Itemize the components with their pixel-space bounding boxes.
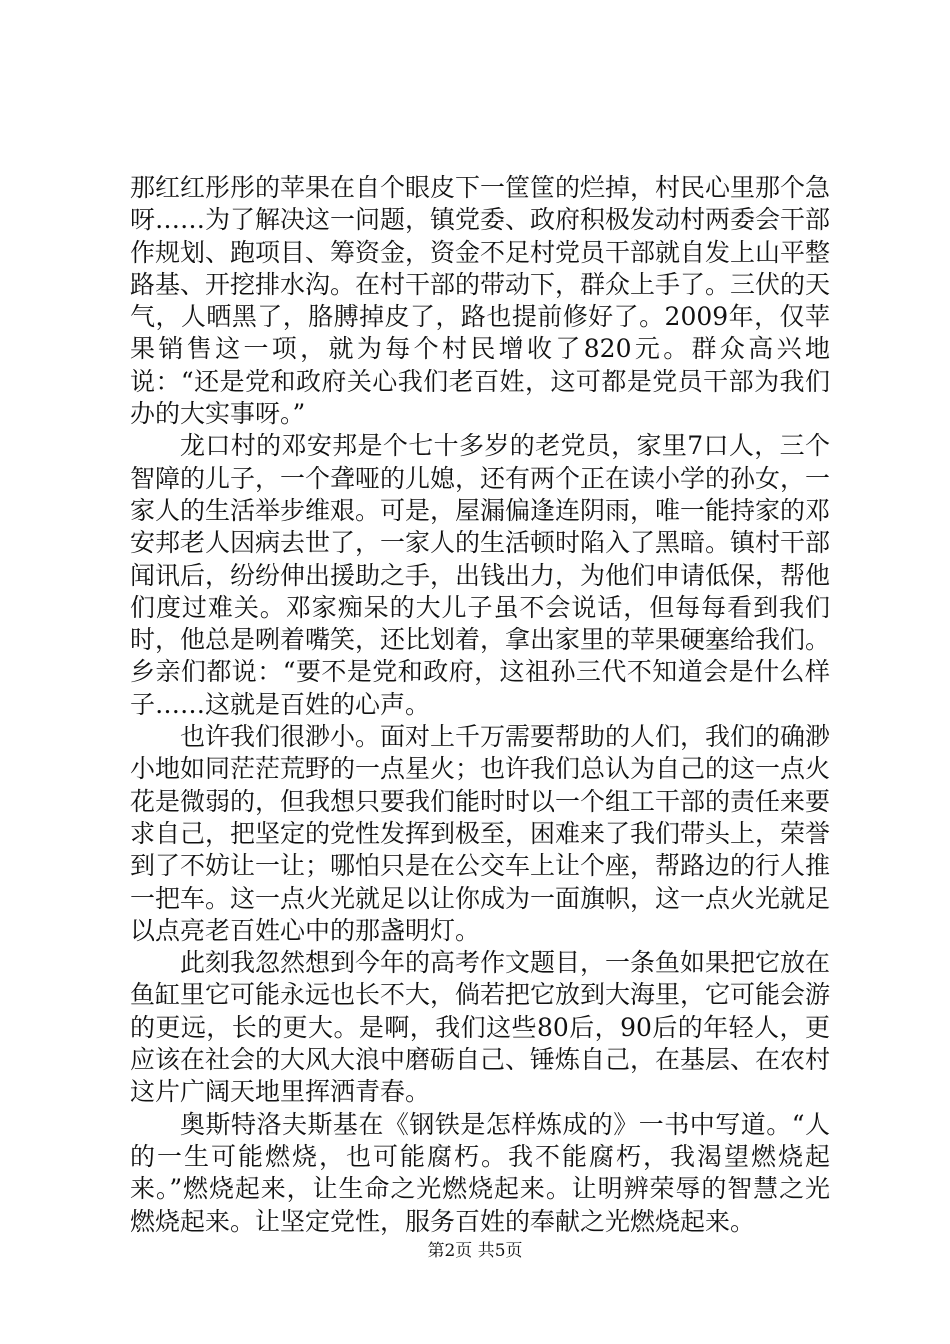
paragraph-1: 那红红彤彤的苹果在自个眼皮下一筐筐的烂掉，村民心里那个急呀……为了解决这一问题，镇党委、政府积极发动村两委会干部作规划、跑项目、筹资金，资金不足村党员干部就自发上山平整路基、开挖排水沟。在村干部的带动下，群众上手了。三伏的天气，人晒黑了，胳膊掉皮了，路也提前修好了。2009年，仅苹果销售这一项，就为每个村民增收了820元。群众高兴地说：“还是党和政府关心我们老百姓，这可都是党员干部为我们办的大实事呀。” (130, 173, 831, 429)
paragraph-2: 龙口村的邓安邦是个七十多岁的老党员，家里7口人，三个智障的儿子，一个聋哑的儿媳，还有两个正在读小学的孙女，一家人的生活举步维艰。可是，屋漏偏逢连阴雨，唯一能持家的邓安邦老人因病去世了，一家人的生活顿时陷入了黑暗。镇村干部闻讯后，纷纷伸出援助之手，出钱出力，为他们申请低保，帮他们度过难关。邓家痴呆的大儿子虽不会说话，但每每看到我们时，他总是咧着嘴笑，还比划着，拿出家里的苹果硬塞给我们。乡亲们都说：“要不是党和政府，这祖孙三代不知道会是什么样子……这就是百姓的心声。 (130, 431, 831, 719)
document-body (130, 172, 830, 1238)
paragraph-3: 也许我们很渺小。面对上千万需要帮助的人们，我们的确渺小地如同茫茫荒野的一点星火；也许我们总认为自己的这一点火花是微弱的，但我想只要我们能时时以一个组工干部的责任来要求自己，把坚定的党性发挥到极至，困难来了我们带头上，荣誉到了不妨让一让；哪怕只是在公交车上让个座，帮路边的行人推一把车。这一点火光就足以让你成为一面旗帜，这一点火光就足以点亮老百姓心中的那盏明灯。 (130, 722, 831, 945)
page-number-footer: 第2页 共5页 (427, 1241, 523, 1261)
paragraph-4: 此刻我忽然想到今年的高考作文题目，一条鱼如果把它放在鱼缸里它可能永远也长不大，倘若把它放到大海里，它可能会游的更远，长的更大。是啊，我们这些80后，90后的年轻人，更应该在社会的大风大浪中磨砺自己、锤炼自己，在基层、在农村这片广阔天地里挥洒青春。 (130, 948, 831, 1107)
paragraph-5: 奥斯特洛夫斯基在《钢铁是怎样炼成的》一书中写道。“人的一生可能燃烧，也可能腐朽。我不能腐朽，我渴望燃烧起来。”燃烧起来，让生命之光燃烧起来。让明辨荣辱的智慧之光燃烧起来。让坚定党性，服务百姓的奉献之光燃烧起来。 (130, 1109, 830, 1236)
